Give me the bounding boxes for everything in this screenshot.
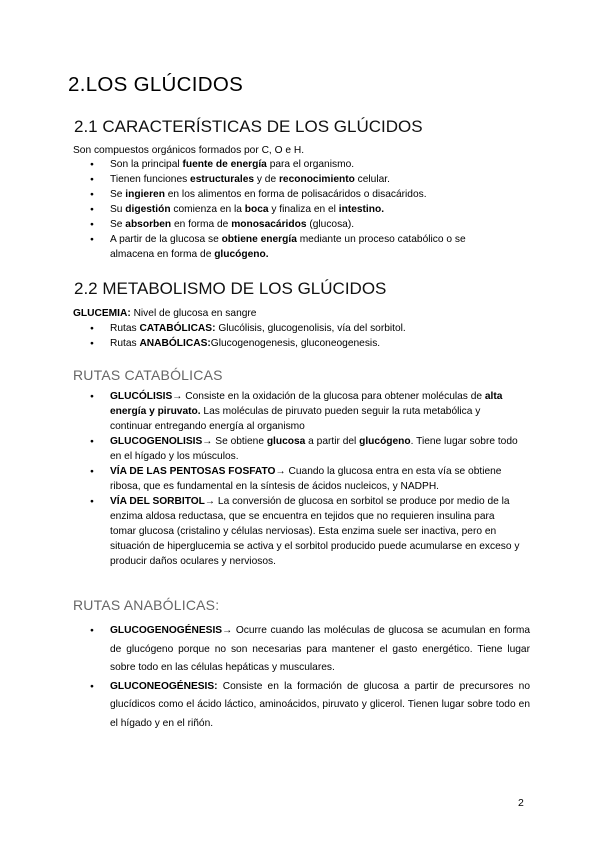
catabolic-routes-list bbox=[90, 389, 520, 569]
subheading-anabolic: RUTAS ANABÓLICAS: bbox=[73, 597, 220, 613]
anabolic-routes-list bbox=[90, 622, 530, 733]
list-item: ● GLUCOGENOLISIS→ Se obtiene glucosa a partir del glucógeno. Tiene lugar sobre todo en el hígado y los músculos. bbox=[90, 434, 520, 464]
list-item: ● VÍA DE LAS PENTOSAS FOSFATO→ Cuando la glucosa entra en esta vía se obtiene ribosa, que es fundamental en la síntesis de ácidos nucleicos, y NADPH. bbox=[90, 464, 520, 494]
characteristics-list bbox=[90, 157, 510, 262]
list-item: ● GLUCÓLISIS→ Consiste en la oxidación de la glucosa para obtener moléculas de alta energía y piruvato. Las moléculas de piruvato pueden seguir la ruta metabólica y continuar entregando energía al organismo bbox=[90, 389, 520, 434]
list-item: ● Rutas CATABÓLICAS: Glucólisis, glucogenolisis, vía del sorbitol. bbox=[90, 321, 510, 336]
list-item: ● Se ingieren en los alimentos en forma de polisacáridos o disacáridos. bbox=[90, 187, 510, 202]
list-item: ● Tienen funciones estructurales y de reconocimiento celular. bbox=[90, 172, 510, 187]
glucemia-definition: GLUCEMIA: Nivel de glucosa en sangre bbox=[73, 308, 257, 319]
section-heading-metabolism: 2.2 METABOLISMO DE LOS GLÚCIDOS bbox=[74, 279, 387, 298]
list-item: ● GLUCOGENOGÉNESIS→ Ocurre cuando las moléculas de glucosa se acumulan en forma de glucógeno porque no son necesarias para mantener el gasto energético. Tiene lugar sobre todo en las células hepáticas y musculares. bbox=[90, 622, 530, 678]
page-title: 2.LOS GLÚCIDOS bbox=[68, 73, 244, 96]
list-item: ● GLUCONEOGÉNESIS: Consiste en la formación de glucosa a partir de precursores no glucídicos como el ácido láctico, aminoácidos, piruvato y glicerol. Tienen lugar sobre todo en el hígado y en el riñón. bbox=[90, 678, 530, 734]
list-item: ● A partir de la glucosa se obtiene energía mediante un proceso catabólico o se almacena en forma de glucógeno. bbox=[90, 232, 510, 262]
list-item: ● Rutas ANABÓLICAS:Glucogenogenesis, gluconeogenesis. bbox=[90, 336, 510, 351]
intro-text: Son compuestos orgánicos formados por C, O e H. bbox=[73, 145, 305, 156]
list-item: ● Su digestión comienza en la boca y finaliza en el intestino. bbox=[90, 202, 510, 217]
subheading-catabolic: RUTAS CATABÓLICAS bbox=[73, 367, 223, 383]
metabolism-routes-list bbox=[90, 321, 510, 351]
section-heading-characteristics: 2.1 CARACTERÍSTICAS DE LOS GLÚCIDOS bbox=[74, 117, 423, 136]
list-item: ● Son la principal fuente de energía para el organismo. bbox=[90, 157, 510, 172]
page-number: 2 bbox=[518, 797, 524, 809]
list-item: ● Se absorben en forma de monosacáridos (glucosa). bbox=[90, 217, 510, 232]
list-item: ● VÍA DEL SORBITOL→ La conversión de glucosa en sorbitol se produce por medio de la enzima aldosa reductasa, que se encuentra en tejidos que no requieren insulina para tomar glucosa (cristalino y células nerviosas). Esta enzima suele ser inactiva, pero en situación de hiperglucemia se activa y el sorbitol producido puede acumularse en exceso y producir daños oculares y nerviosos. bbox=[90, 494, 520, 569]
